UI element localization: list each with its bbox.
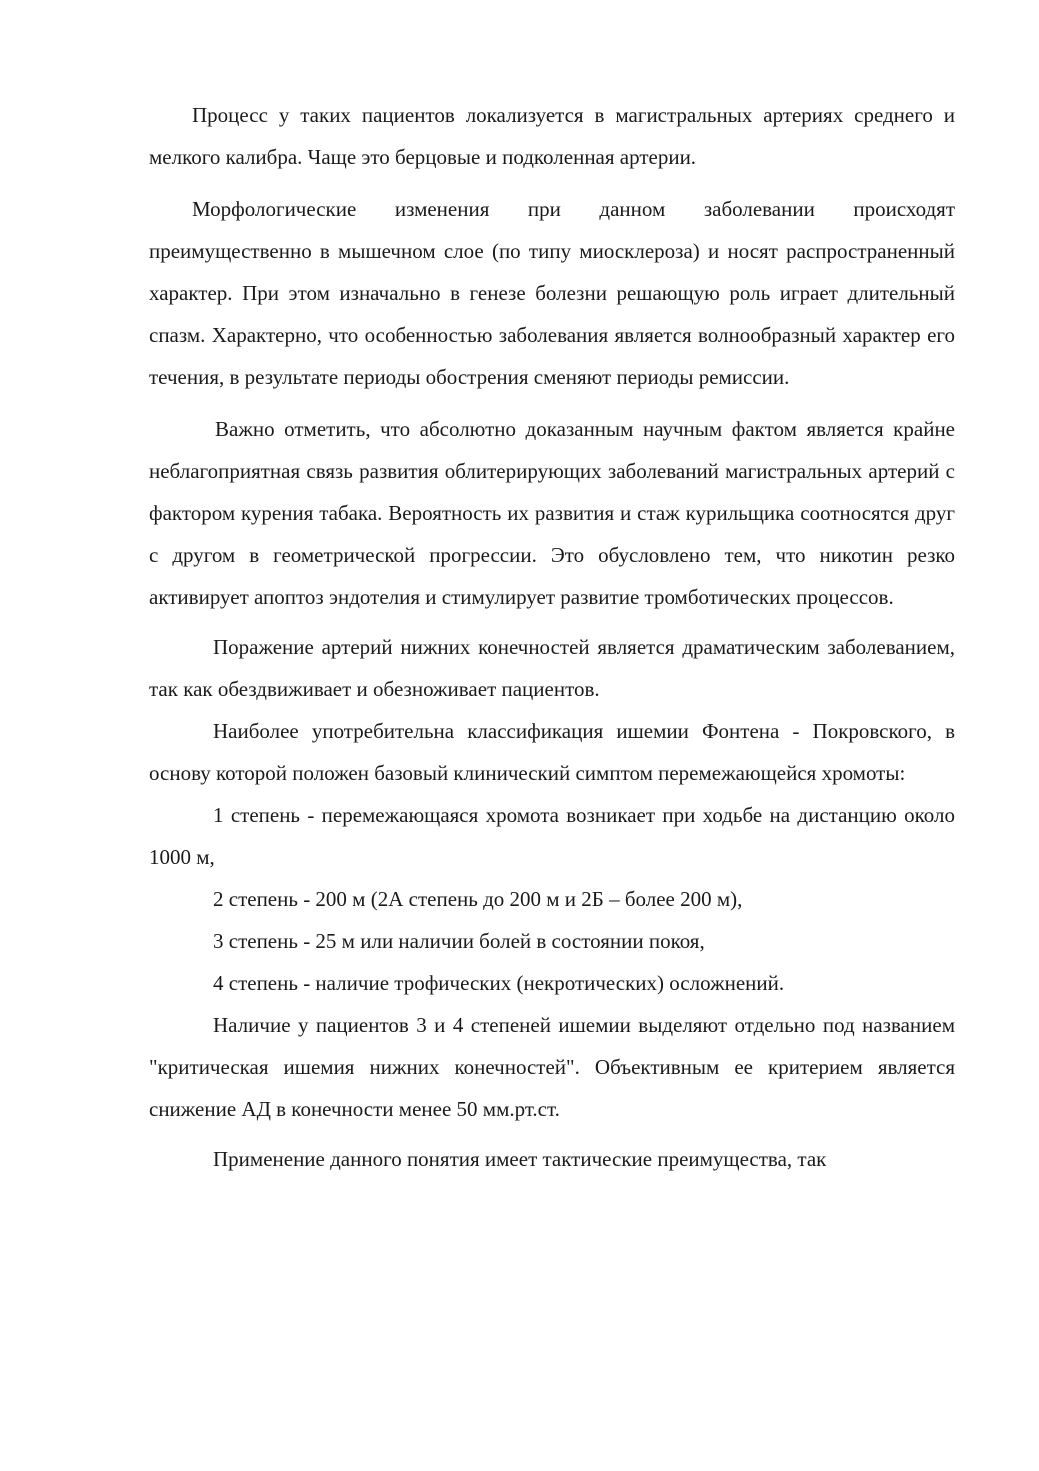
paragraph-lower-limb-lesion: Поражение артерий нижних конечностей является драматическим заболеванием, так как обездвиживает и обезноживает пациентов. — [149, 635, 955, 701]
document-page — [149, 94, 955, 1180]
list-item-degree-1: 1 степень - перемежающаяся хромота возникает при ходьбе на дистанцию около 1000 м, — [149, 803, 955, 869]
paragraph-process-localization: Процесс у таких пациентов локализуется в магистральных артериях среднего и мелкого калибра. Чаще это берцовые и подколенная артерии. — [149, 103, 955, 169]
list-item-degree-2: 2 степень - 200 м (2А степень до 200 м и 2Б – более 200 м), — [213, 887, 743, 911]
paragraph-tactical-advantages: Применение данного понятия имеет тактические преимущества, так — [213, 1147, 827, 1171]
paragraph-classification-intro: Наиболее употребительна классификация ишемии Фонтена - Покровского, в основу которой положен базовый клинический симптом перемежающейся хромоты: — [149, 719, 955, 785]
paragraph-smoking-factor: Важно отметить, что абсолютно доказанным научным фактом является крайне неблагоприятная связь развития облитерирующих заболеваний магистральных артерий с фактором курения табака. Вероятность их развития и стаж курильщика соотносятся друг с другом в геометрической прогрессии. Это обусловлено тем, что никотин резко активирует апоптоз эндотелия и стимулирует развитие тромботических процессов. — [149, 417, 955, 609]
list-item-degree-3: 3 степень - 25 м или наличии болей в состоянии покоя, — [213, 929, 705, 953]
paragraph-critical-ischemia: Наличие у пациентов 3 и 4 степеней ишемии выделяют отдельно под названием "критическая ишемия нижних конечностей". Объективным ее критерием является снижение АД в конечности менее 50 мм.рт.ст. — [149, 1013, 955, 1121]
list-item-degree-4: 4 степень - наличие трофических (некротических) осложнений. — [213, 971, 785, 995]
paragraph-morphology: Морфологические изменения при данном заболевании происходят преимущественно в мышечном слое (по типу миосклероза) и носят распространенный характер. При этом изначально в генезе болезни решающую роль играет длительный спазм. Характерно, что особенностью заболевания является волнообразный характер его течения, в результате периоды обострения сменяют периоды ремиссии. — [149, 197, 955, 389]
